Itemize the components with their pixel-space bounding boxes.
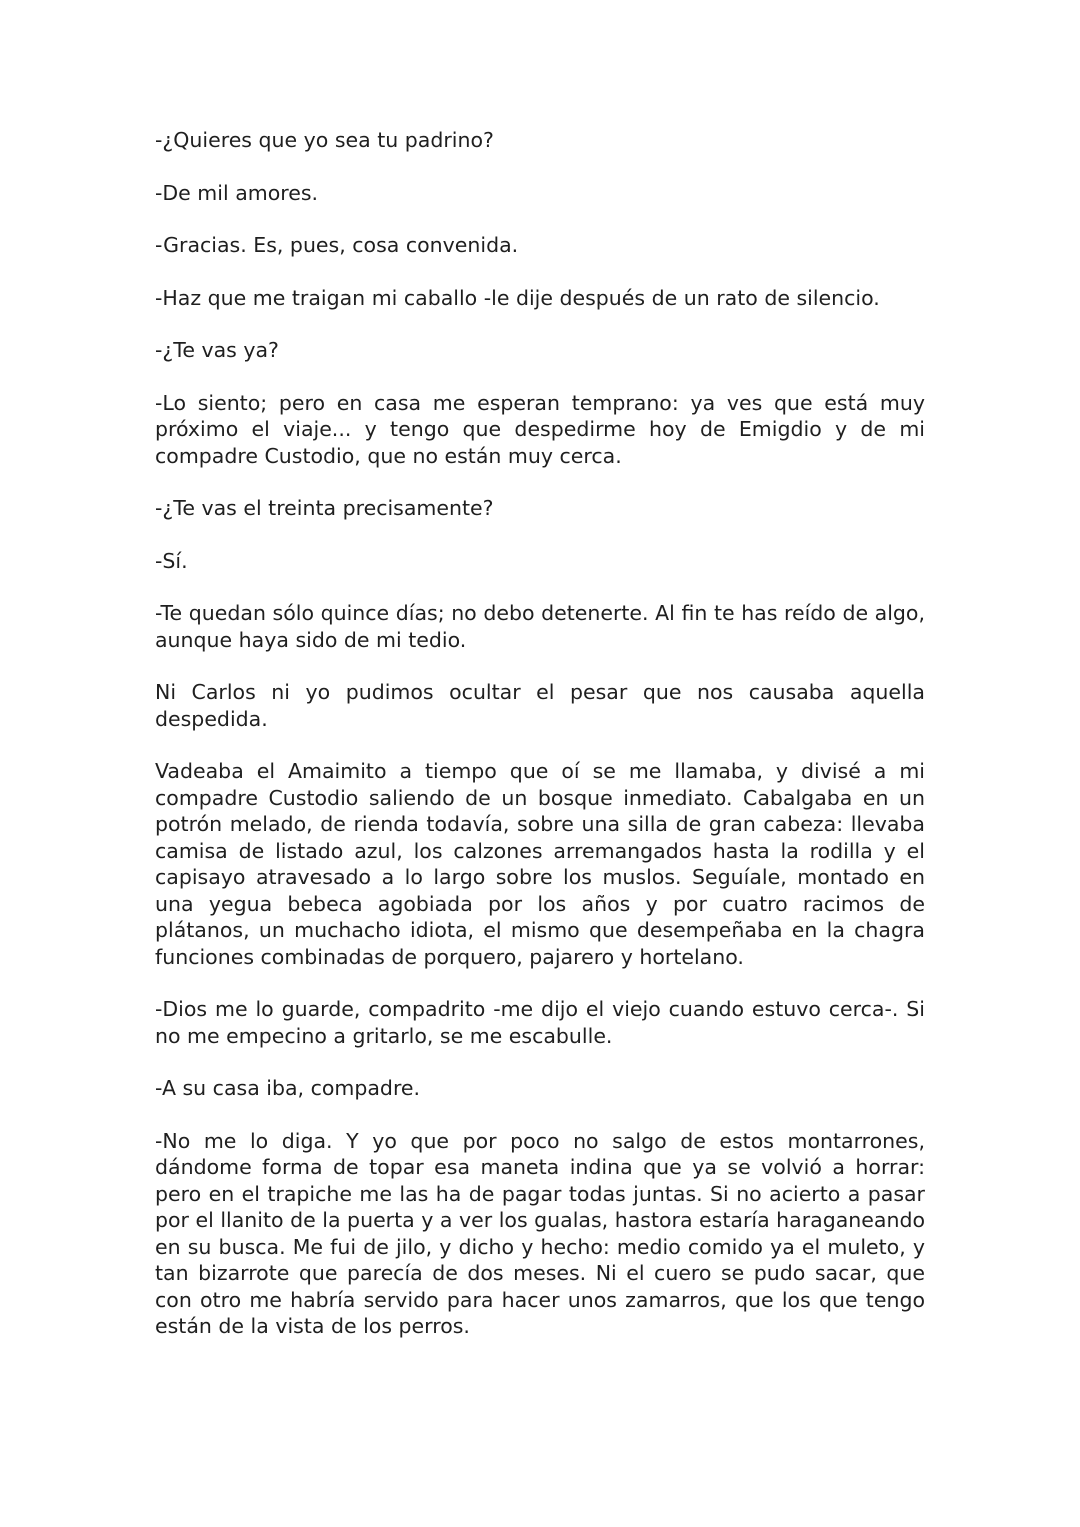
document-page — [155, 127, 925, 1366]
paragraph: Ni Carlos ni yo pudimos ocultar el pesar que nos causaba aquella despedida. — [155, 680, 925, 731]
paragraph: -Lo siento; pero en casa me esperan temprano: ya ves que está muy próximo el viaje... y tengo que despedirme hoy de Emigdio y de mi compadre Custodio, que no están muy cerca. — [155, 390, 925, 468]
paragraph: -Haz que me traigan mi caballo -le dije después de un rato de silencio. — [155, 285, 880, 310]
paragraph: -¿Quieres que yo sea tu padrino? — [155, 128, 494, 152]
paragraph: -Sí. — [155, 548, 188, 573]
paragraph: -Dios me lo guarde, compadrito -me dijo el viejo cuando estuvo cerca-. Si no me empecino a gritarlo, se me escabulle. — [155, 997, 925, 1048]
paragraph: -De mil amores. — [155, 180, 319, 205]
paragraph: Vadeaba el Amaimito a tiempo que oí se me llamaba, y divisé a mi compadre Custodio saliendo de un bosque inmediato. Cabalgaba en un potrón melado, de rienda todavía, sobre una silla de gran cabeza: llevaba camisa de listado azul, los calzones arremangados hasta la rodilla y el capisayo atravesado a lo largo sobre los muslos. Seguíale, montado en una yegua bebeca agobiada por los años y por cuatro racimos de plátanos, un muchacho idiota, el mismo que desempeñaba en la chagra funciones combinadas de porquero, pajarero y hortelano. — [155, 759, 925, 969]
paragraph: -Te quedan sólo quince días; no debo detenerte. Al fin te has reído de algo, aunque haya sido de mi tedio. — [155, 601, 925, 652]
paragraph: -¿Te vas ya? — [155, 338, 279, 362]
paragraph: -No me lo diga. Y yo que por poco no salgo de estos montarrones, dándome forma de topar esa maneta indina que ya se volvió a horrar: pero en el trapiche me las ha de pagar todas juntas. Si no acierto a pasar por el llanito de la puerta y a ver los gualas, hastora estaría haraganeando en su busca. Me fui de jilo, y dicho y hecho: medio comido ya el muleto, y tan bizarrote que parecía de dos meses. Ni el cuero se pudo sacar, que con otro me habría servido para hacer unos zamarros, que los que tengo están de la vista de los perros. — [155, 1128, 925, 1338]
paragraph: -Gracias. Es, pues, cosa convenida. — [155, 233, 519, 257]
paragraph: -A su casa iba, compadre. — [155, 1076, 421, 1100]
paragraph: -¿Te vas el treinta precisamente? — [155, 496, 494, 520]
